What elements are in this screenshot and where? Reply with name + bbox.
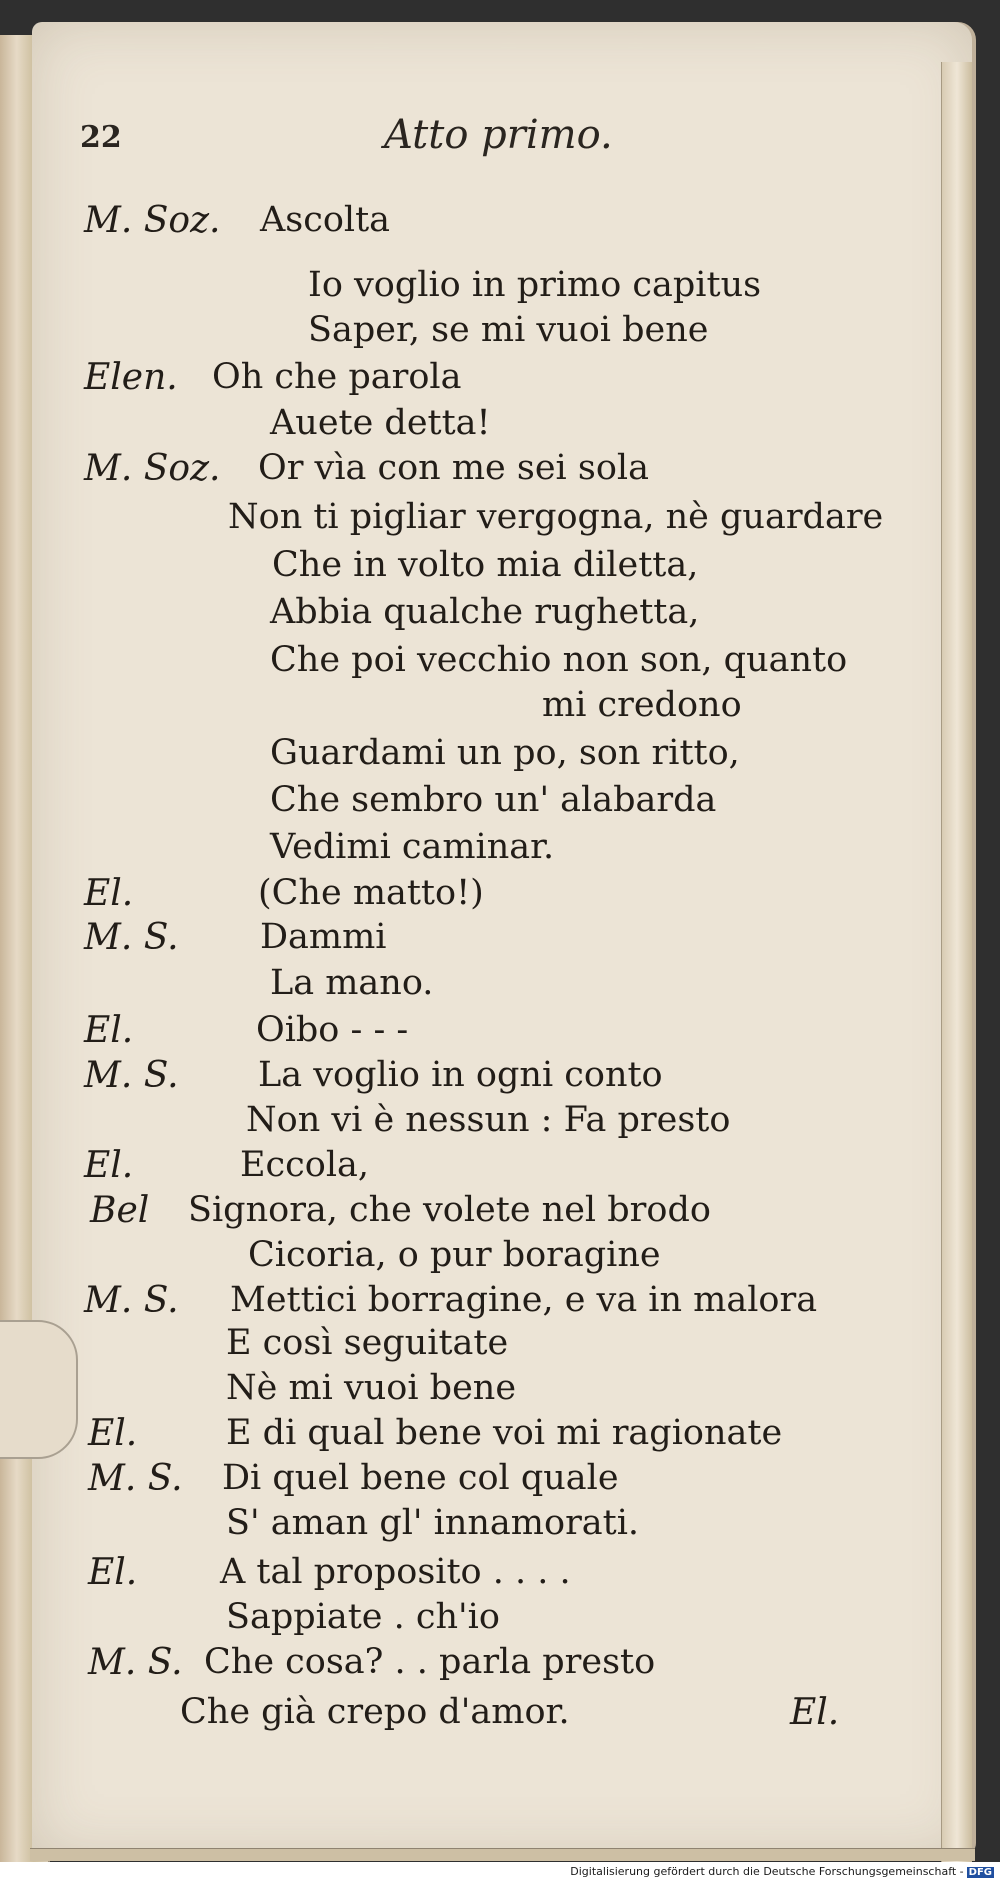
verse-text-line: Che sembro un' alabarda (270, 780, 717, 820)
verse-line (0, 1190, 1000, 1238)
verse-line (0, 1368, 1000, 1416)
verse-text-line: Mettici borragine, e va in malora (230, 1280, 818, 1320)
verse-text-line: A tal proposito . . . . (220, 1552, 571, 1592)
verse-line (0, 1323, 1000, 1371)
verse-text-line: Auete detta! (270, 403, 491, 443)
verse-line (0, 357, 1000, 405)
verse-text-line: Eccola, (240, 1145, 370, 1185)
verse-text-line: Nè mi vuoi bene (226, 1368, 517, 1408)
verse-line (0, 963, 1000, 1011)
speaker-label: M. Soz. (84, 200, 221, 241)
verse-line (0, 640, 1000, 688)
verse-text-line: Che cosa? . . parla presto (204, 1642, 656, 1682)
verse-line (0, 1597, 1000, 1645)
verse-line (0, 1010, 1000, 1058)
verse-line (0, 448, 1000, 496)
speaker-label: M. S. (88, 1458, 183, 1499)
verse-text-line: Signora, che volete nel brodo (188, 1190, 711, 1230)
verse-text-line: Abbia qualche rughetta, (270, 592, 700, 632)
speaker-label: El. (84, 873, 134, 914)
verse-line (0, 1552, 1000, 1600)
verse-line (0, 827, 1000, 875)
verse-text-line: La mano. (270, 963, 434, 1003)
verse-text-line: S' aman gl' innamorati. (226, 1503, 640, 1543)
verse-line (0, 1100, 1000, 1148)
credit-strip (0, 1862, 1000, 1882)
speaker-label: Elen. (84, 357, 178, 398)
verse-text-line: Oibo - - - (256, 1010, 409, 1050)
verse-text-line: Or vìa con me sei sola (258, 448, 649, 488)
running-head: Atto primo. (384, 112, 613, 158)
verse-text-line: Dammi (260, 917, 387, 957)
verse-text-line: Che in volto mia diletta, (272, 545, 699, 585)
verse-line (0, 592, 1000, 640)
verse-line (0, 1280, 1000, 1328)
verse-line (0, 780, 1000, 828)
speaker-label: M. S. (84, 1055, 179, 1096)
verse-text-line: La voglio in ogni conto (258, 1055, 663, 1095)
verse-line (0, 497, 1000, 545)
speaker-label: M. S. (84, 917, 179, 958)
verse-line (0, 1145, 1000, 1193)
verse-line (0, 265, 1000, 313)
verse-line (0, 1692, 1000, 1740)
verse-line (0, 1503, 1000, 1551)
speaker-label: El. (84, 1145, 134, 1186)
verse-text-line: Oh che parola (212, 357, 462, 397)
verse-line (0, 545, 1000, 593)
speaker-label: M. S. (88, 1642, 183, 1683)
verse-line (0, 1055, 1000, 1103)
verse-line (0, 1413, 1000, 1461)
speaker-label: El. (88, 1413, 138, 1454)
speaker-label: El. (84, 1010, 134, 1051)
verse-text-line: Cicoria, o pur boragine (248, 1235, 661, 1275)
verse-text-line: Non ti pigliar vergogna, nè guardare (228, 497, 884, 537)
verse-text-line: E di qual bene voi mi ragionate (226, 1413, 783, 1453)
verse-text-line: Che poi vecchio non son, quanto (270, 640, 848, 680)
credit-text: Digitalisierung gefördert durch die Deutsche Forschungsgemeinschaft - (570, 1865, 964, 1878)
speaker-label: El. (88, 1552, 138, 1593)
verse-text-line: Non vi è nessun : Fa presto (246, 1100, 731, 1140)
verse-text-line: Ascolta (260, 200, 391, 240)
catchword: El. (790, 1692, 840, 1733)
speaker-label: M. Soz. (84, 448, 221, 489)
verse-line (0, 1458, 1000, 1506)
page-number: 22 (80, 120, 122, 155)
verse-text-line: Sappiate . ch'io (226, 1597, 500, 1637)
verse-line (0, 200, 1000, 248)
verse-line (0, 1642, 1000, 1690)
verse-text-line: Di quel bene col quale (222, 1458, 619, 1498)
verse-line (0, 917, 1000, 965)
verse-text-line: Io voglio in primo capitus (308, 265, 762, 305)
verse-line (0, 403, 1000, 451)
speaker-label: Bel (90, 1190, 150, 1231)
verse-text-line: Saper, se mi vuoi bene (308, 310, 709, 350)
verse-text-line: (Che matto!) (258, 873, 484, 913)
verse-line (0, 1235, 1000, 1283)
verse-text-line: Vedimi caminar. (270, 827, 555, 867)
dfg-logo: DFG (968, 1867, 992, 1878)
verse-text-line: Che già crepo d'amor. (180, 1692, 570, 1732)
verse-text-line: E così seguitate (226, 1323, 509, 1363)
verse-line (0, 685, 1000, 733)
verse-line (0, 310, 1000, 358)
verse-text-line: mi credono (542, 685, 742, 725)
speaker-label: M. S. (84, 1280, 179, 1321)
page-bottom-edge (30, 1848, 975, 1861)
verse-text-line: Guardami un po, son ritto, (270, 733, 740, 773)
digitization-credit (570, 1865, 994, 1878)
verse-line (0, 873, 1000, 921)
verse-line (0, 733, 1000, 781)
page-header (0, 112, 1000, 162)
